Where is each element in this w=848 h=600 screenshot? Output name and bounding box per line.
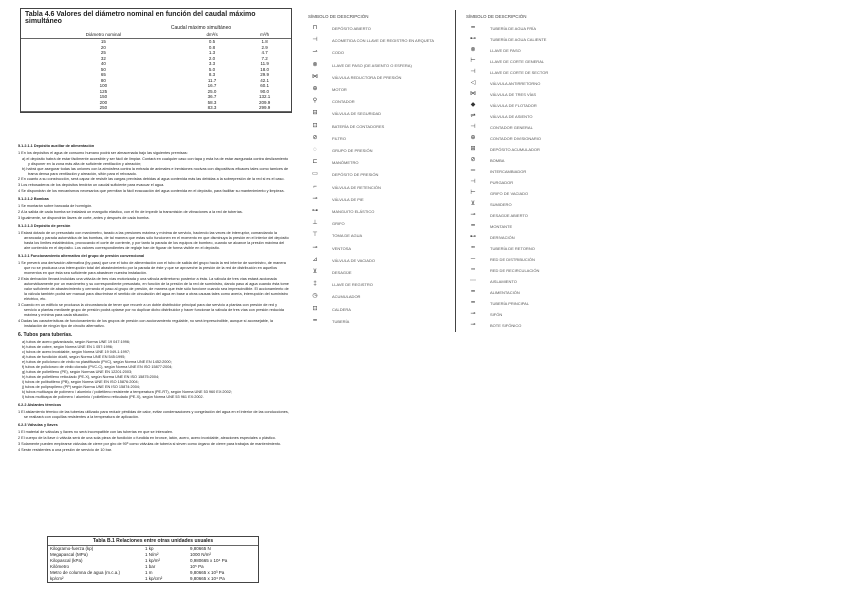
symbol-row [308, 207, 448, 216]
table-cell: 58.3 [207, 99, 217, 105]
table-cell: 0,980665 x 10⁴ Pa [190, 558, 228, 563]
table-4-6-subheader: Caudal máximo simultáneo [170, 25, 232, 31]
symbol-label: VÁLVULA DE SEGURIDAD [332, 111, 382, 117]
symbol-row [466, 310, 606, 319]
paragraph: 2 A la salida de cada bomba se instalará un manguito elástico, con el fin de impedir la transmisión de vibraciones a la red de tuberías. [18, 210, 243, 214]
symbol-icon: ━ [471, 25, 475, 31]
symbol-row [466, 299, 606, 308]
list-item: j) tubos de polipropileno (PP) según Norma UNE EN ISO 15874:2004; [22, 385, 140, 389]
table-cell: 10⁵ Pa [190, 564, 204, 569]
symbol-row [466, 57, 606, 66]
table-cell: 2.9 [261, 44, 268, 50]
table-cell: 60.1 [260, 83, 270, 88]
symbol-row [308, 256, 448, 265]
symbol-icon: ⊸ [470, 311, 476, 317]
paragraph: 2 En cuanto a su construcción, será capaz de resistir las cargas previstas debidas al agua contenida más las debidas a la sobrepresión de la red si es el caso. [18, 177, 285, 181]
table-cell: 1 m [145, 570, 153, 575]
symbol-icon: ⊣ [312, 37, 318, 44]
table-cell: 1000 N/m² [190, 552, 212, 557]
symbol-row [466, 255, 606, 264]
symbol-label: VÁLVULA REDUCTORA DE PRESIÓN [332, 74, 402, 80]
symbol-row [466, 24, 606, 33]
symbol-label: CONTADOR DIVISIONARIO [490, 136, 542, 141]
table-cell: 25.0 [207, 88, 217, 94]
symbol-label: CONTADOR GENERAL [490, 125, 533, 130]
symbol-row [308, 109, 448, 118]
symbol-label: TUBERÍA DE RETORNO [490, 246, 535, 251]
table-cell: 20 [100, 44, 106, 50]
symbol-label: VÁLVULA DE RETENCIÓN [332, 184, 381, 190]
table-cell: 0.8 [208, 44, 216, 50]
symbol-icon: ⌐ [313, 183, 317, 190]
symbol-icon: ⊤ [312, 232, 318, 239]
symbol-row [308, 268, 448, 277]
table-cell: 9,80665 x 10⁴ Pa [190, 576, 225, 581]
symbol-icon: ⊻ [470, 201, 476, 207]
symbol-icon: ⊿ [312, 256, 318, 263]
table-4-6 [20, 8, 292, 113]
symbol-icon: ⊢ [470, 190, 476, 196]
list-item: a) tubos de acero galvanizado, según Norma UNE 19 047:1996; [22, 340, 131, 344]
list-item: f) tubos de policloruro de vinilo clorado (PVC-C), según Norma UNE EN ISO 15877:2004; [22, 365, 173, 369]
symbol-label: MOTOR [332, 87, 347, 92]
symbol-label: GRUPO DE PRESIÓN [332, 148, 373, 153]
symbol-row [308, 219, 448, 228]
symbol-label: TOMA DE AGUA [332, 233, 363, 239]
list-item: b) tubos de cobre, según Norma UNE EN 1 057:1996; [22, 345, 113, 349]
table-cell: 1 kp/cm² [145, 576, 163, 581]
table-row [21, 105, 291, 111]
symbol-row [466, 156, 606, 165]
symbol-row [466, 288, 606, 297]
symbol-row [466, 68, 606, 77]
symbol-icon: ⚲ [312, 98, 318, 105]
paragraph: 3 Los rebosaderos de los depósitos tendrán un caudal suficiente para evacuar el agua. [18, 183, 165, 187]
table-cell: 15 [100, 39, 106, 44]
symbol-label: TUBERÍA [332, 318, 350, 324]
table-cell: 36.7 [207, 94, 217, 99]
table-cell: 65 [100, 72, 106, 77]
table-cell: 125 [99, 88, 108, 94]
symbol-label: VÁLVULA DE VACIADO [332, 257, 375, 263]
symbol-label: ACUMULADOR [332, 294, 361, 300]
symbol-row [466, 200, 606, 209]
table-4-6-col-dm3s: dm³/s [186, 31, 239, 39]
symbol-icon: ◆ [470, 102, 476, 108]
table-cell: 3.3 [208, 61, 216, 66]
symbol-row [308, 158, 448, 167]
table-row [48, 576, 258, 582]
symbol-icon: ⋯ [470, 278, 476, 284]
section-heading: 5.1.2.1 Funcionamiento alternativo del grupo de presión convencional [18, 254, 145, 258]
symbol-label: MANGUITO ELÁSTICO [332, 209, 375, 214]
paragraph: 1 En los depósitos el agua de consumo humano podrá ser almacenada bajo las siguientes premisas: [18, 151, 188, 155]
symbol-icon: ⊥ [312, 220, 318, 227]
table-cell: 2.0 [208, 55, 216, 61]
section-heading: 6.2.2 Aislantes térmicos [18, 403, 62, 407]
document-body [18, 141, 290, 454]
symbol-legend-right-header: SÍMBOLO DE DESCRIPCIÓN [466, 14, 527, 19]
table-cell: 7.2 [261, 55, 268, 61]
symbol-label: CALDERA [332, 306, 351, 312]
table-cell: 11.7 [207, 77, 217, 83]
table-cell: 200 [99, 99, 108, 105]
paragraph: 3 Solamente pueden emplearse válvulas de cierre por giro de 90º como válvulas de tubería si sirven como órgano de cierre para trabajos de mantenimiento. [18, 442, 282, 446]
symbol-icon: ‡ [313, 281, 317, 288]
symbol-row [308, 36, 448, 45]
table-4-6-col-m3h: m³/h [238, 31, 291, 39]
symbol-row [308, 280, 448, 289]
list-item: k) tubos multicapa de polímero / aluminio / polietileno resistente a temperatura (PE-RT), según Norma UNE 53 960 EX:2002; [22, 390, 232, 394]
symbol-icon: ◷ [312, 293, 318, 300]
table-cell: 299.9 [238, 105, 291, 111]
symbol-row [308, 97, 448, 106]
symbol-icon: ⊕ [470, 135, 476, 141]
table-cell: 1 kp/m² [145, 558, 161, 563]
symbol-label: PURGADOR [490, 180, 514, 185]
list-item: d) tubos de fundición dúctil, según Norma UNE EN 545:1995; [22, 355, 126, 359]
table-cell: Megapascal (MPa) [50, 552, 88, 557]
symbol-label: DESAGÜE [332, 270, 352, 275]
list-item: e) tubos de policloruro de vinilo no plastificado (PVC), según Norma UNE EN 1452:2000; [22, 360, 172, 364]
symbol-icon: ⋈ [312, 73, 318, 80]
paragraph: 2 Esta derivación llevará incluidas una válvula de tres vías motorizada y una válvula antirretorno posterior a ésta. La válvula de tres vías estará accionada automáticamente por un manómetro y su correspondiente presostato, en función de la presión de la red de suministro, dando paso al agua cuando ésta tome valor suficiente de abastecimiento y cerrando el paso al grupo de presión, de manera que éste sólo funcione cuando sea imprescindible. El accionamiento de la válvula también podrá ser manual para discriminar el sentido de circulación del agua en base a otras causas tales como avería, interrupción del suministro eléctrico, etc. [18, 277, 289, 301]
symbol-row [466, 244, 606, 253]
pipe-list [18, 340, 290, 400]
table-cell: 40 [100, 61, 106, 66]
symbol-label: DEPÓSITO ABIERTO [332, 26, 371, 31]
table-cell: 50 [100, 66, 106, 72]
table-cell: 29.9 [260, 72, 270, 77]
section-heading: 6.2.3 Válvulas y llaves [18, 423, 58, 427]
symbol-icon: ⊣ [470, 69, 476, 75]
symbol-icon: ⊘ [470, 157, 476, 163]
symbol-label: FILTRO [332, 135, 346, 141]
symbol-icon: ⊷ [470, 234, 476, 240]
table-cell: 9,80665 x 10³ Pa [190, 570, 225, 575]
paragraph: 3 Cuando en un edificio se produzca la circunstancia de tener que recurrir a un doble distribuidor principal para dar servicio a plantas con presión de red y servicio a plantas mediante grupo de presión podrá optarse por no duplicar dicho distribuidor y hacer funcionar la válvula de tres vías con presión reducida máxima y mínima para cada situación. [18, 303, 285, 317]
chapter-heading: 6. Tubos para tuberías. [18, 332, 73, 338]
symbol-label: LLAVE DE PASO [490, 48, 521, 53]
table-cell: 132.1 [259, 94, 271, 99]
symbol-label: GRIFO DE VACIADO [490, 191, 529, 196]
symbol-icon: ▭ [312, 171, 318, 178]
symbol-icon: ━ [313, 317, 317, 324]
section-heading: 5.1.2.1.1 Depósito auxiliar de alimentación [18, 144, 95, 148]
table-cell: 32 [100, 55, 106, 61]
table-b-1 [47, 536, 259, 583]
table-cell: 209.9 [259, 99, 271, 105]
symbol-label: TUBERÍA DE AGUA FRÍA [490, 26, 537, 31]
table-4-6-title: Tabla 4.6 Valores del diámetro nominal en función del caudal máximo simultáneo [25, 11, 256, 25]
table-cell: 100 [99, 83, 108, 88]
symbol-icon: ⊗ [470, 47, 476, 53]
paragraph: 1 El material de válvulas y llaves no será incompatible con las tuberías en que se intercalen. [18, 430, 174, 434]
symbol-label: MANÓMETRO [332, 160, 359, 166]
table-cell: 18.0 [260, 66, 270, 72]
symbol-row [308, 134, 448, 143]
symbol-label: TUBERÍA PRINCIPAL [490, 301, 530, 306]
table-cell: 1.8 [261, 39, 268, 44]
symbol-icon: ◁ [470, 80, 476, 86]
paragraph: 1 Se montarán sobre bancada de hormigón. [18, 204, 93, 208]
symbol-label: DEPÓSITO ACUMULADOR [490, 147, 540, 152]
section-heading: 5.1.2.1.3 Depósito de presión [18, 224, 71, 228]
paragraph: a) el depósito habrá de estar fácilmente accesible y ser fácil de limpiar. Contará en cualquier caso con tapa y esta ha de estar asegurada contra deslizamiento y disponer en la zona más alta de suficiente ventilación y aireación; [22, 157, 289, 166]
symbol-row [308, 61, 448, 70]
symbol-label: VÁLVULA ANTIRRETORNO [490, 81, 541, 86]
symbol-icon: ═ [470, 168, 476, 174]
symbol-icon: ⊗ [312, 61, 318, 68]
symbol-row [466, 123, 606, 132]
table-cell: 1 kp [145, 546, 154, 551]
symbol-label: DESAGÜE ABIERTO [490, 213, 528, 218]
table-cell: 250 [21, 105, 186, 111]
symbol-row [308, 48, 448, 57]
paragraph: 4 Se dispondrán de los mecanismos necesarios que permitan la fácil evacuación del agua contenida en el depósito, para facilitar su mantenimiento y limpieza. [18, 189, 285, 193]
symbol-icon: ⊸ [470, 322, 476, 328]
table-b-1-body [48, 546, 258, 582]
symbol-label: CODO [332, 50, 344, 56]
symbol-row [308, 122, 448, 131]
symbol-icon: ⊏ [312, 159, 318, 166]
symbol-label: GRIFO [332, 221, 345, 227]
table-cell: Kilopascal (kPa) [50, 558, 83, 563]
symbol-icon: ╍ [471, 245, 475, 251]
symbol-row [466, 277, 606, 286]
table-cell: 11.9 [260, 61, 269, 66]
symbol-row [466, 90, 606, 99]
symbol-label: SUMIDERO [490, 202, 512, 207]
symbol-icon: ⇌ [470, 113, 476, 119]
table-cell: 1 bar [145, 564, 156, 569]
symbol-icon: ⊡ [312, 305, 318, 312]
symbol-row [308, 73, 448, 82]
symbol-row [308, 146, 448, 155]
symbol-label: RED DE RECIRCULACIÓN [490, 268, 540, 273]
symbol-row [466, 321, 606, 330]
paragraph: 1 El aislamiento térmico de las tuberías utilizado para reducir pérdidas de calor, evitar condensaciones y congelación del agua en el interior de las conducciones, se realizará con coquillas resistentes a la temperatura de aplicación. [18, 410, 289, 419]
symbol-row [466, 211, 606, 220]
paragraph: 1 Se preverá una derivación alternativa (by-pass) que une el tubo de alimentación con el tubo de salida del grupo hacia la red interior de suministro, de manera que no se produzca una interrupción total del abastecimiento por la parada de éste y que se aproveche la presión de la red de distribución en aquellos momentos en que ésta sea suficiente para abastecer nuestra instalación. [18, 261, 286, 275]
symbol-label: ALIMENTACIÓN [490, 290, 520, 295]
symbol-row [466, 79, 606, 88]
symbol-label: MONTANTE [490, 224, 513, 229]
symbol-icon: ⇀ [312, 49, 318, 56]
symbol-label: VÁLVULA DE FLOTADOR [490, 103, 537, 108]
paragraph: 4 Dadas las características de funcionamiento de los grupos de presión con accionamiento regulable, no será imprescindible, aunque sí aconsejable, la instalación de ningún tipo de circuito alternativo. [18, 319, 273, 328]
table-cell: 4.7 [261, 50, 268, 55]
symbol-icon: ┅ [471, 267, 475, 273]
symbol-label: BATERÍA DE CONTADORES [332, 123, 385, 129]
table-cell: 8.3 [208, 72, 216, 77]
symbol-row [466, 266, 606, 275]
table-cell: 150 [99, 94, 108, 99]
table-cell: 16.7 [207, 83, 217, 88]
table-cell: 0.5 [208, 39, 216, 44]
table-4-6-body [21, 39, 291, 112]
symbol-icon: ━ [471, 300, 475, 306]
section-heading: 5.1.2.1.2 Bombas [18, 197, 49, 201]
symbol-row [308, 195, 448, 204]
symbol-label: ACOMETIDA CON LLAVE DE REGISTRO EN ARQUETA [332, 38, 435, 44]
list-item: i) tubos de polibutileno (PB), según Norma UNE EN ISO 15876:2004; [22, 380, 139, 384]
symbol-row [466, 178, 606, 187]
table-cell: kp/cm² [50, 576, 64, 581]
table-cell: 1.3 [208, 50, 216, 55]
symbol-icon: ⊓ [312, 25, 318, 31]
symbol-label: BOTE SIFÓNICO [490, 323, 522, 328]
symbol-row [466, 167, 606, 176]
symbol-label: TUBERÍA DE AGUA CALIENTE [490, 37, 547, 42]
symbol-row [308, 85, 448, 94]
symbol-label: VÁLVULA DE ASIENTO [490, 114, 533, 119]
symbol-legend-left [308, 14, 448, 334]
symbol-row [466, 233, 606, 242]
symbol-row [466, 101, 606, 110]
paragraph: 1 Estará dotado de un presostato con manómetro, tarado a las presiones máxima y mínima de servicio, haciendo las veces de interruptor, comandando la arrancada y parada automática de las bombas, de tal manera que estas sólo funcionen en el momento en que disminuya la presión en el interior del depósito hasta los límites establecidos, provocando el corte de corriente, y por tanto la parada de los equipos de bombeo, cuando se alcance la presión máxima del aire contenido en el depósito. Los valores correspondientes de reglaje han de figurar de forma visible en el depósito. [18, 231, 289, 250]
symbol-icon: ⊸ [312, 195, 318, 202]
symbol-icon: ◌ [313, 147, 317, 153]
symbol-label: VÁLVULA DE TRES VÍAS [490, 92, 537, 97]
symbol-label: AISLAMIENTO [490, 279, 517, 284]
table-cell: 42.1 [260, 77, 270, 83]
table-cell: 83.3 [186, 105, 239, 111]
symbol-icon: ⊸ [470, 212, 476, 218]
symbol-icon: ⊷ [470, 36, 476, 42]
symbol-icon: ⊡ [312, 122, 318, 129]
table-cell: 5.0 [208, 66, 216, 72]
symbol-icon: ━ [471, 223, 475, 229]
symbol-row [308, 305, 448, 314]
paragraph: 3 Igualmente, se dispondrán llaves de corte, antes y después de cada bomba. [18, 216, 150, 220]
symbol-icon: ⊢ [470, 58, 476, 64]
symbol-icon: ⊞ [470, 146, 476, 152]
symbol-label: DEPÓSITO DE PRESIÓN [332, 172, 379, 178]
symbol-row [466, 222, 606, 231]
symbol-icon: ⊶ [312, 208, 318, 214]
symbol-icon: ⊻ [312, 269, 318, 275]
symbol-legend-left-header: SÍMBOLO DE DESCRIPCIÓN [308, 14, 369, 19]
symbol-icon: ─ [470, 256, 476, 262]
symbol-icon: ⊣ [470, 124, 476, 130]
symbol-row [308, 292, 448, 301]
symbol-label: BOMBA [490, 158, 505, 163]
symbol-row [466, 134, 606, 143]
symbol-label: LLAVE DE CORTE GENERAL [490, 59, 545, 64]
table-4-6-grid [21, 31, 291, 112]
symbol-label: SIFÓN [490, 312, 503, 317]
symbol-row [466, 112, 606, 121]
symbol-row [308, 244, 448, 253]
symbol-icon: ⊕ [312, 86, 318, 92]
symbol-icon: ⊸ [312, 244, 318, 251]
symbol-row [308, 170, 448, 179]
list-item: c) tubos de acero inoxidable, según Norma UNE 19 049-1:1997; [22, 350, 131, 354]
paragraph: 4 Serán resistentes a una presión de servicio de 10 bar. [18, 448, 112, 452]
paragraph: 2 El cuerpo de la llave ó válvula será de una sola pieza de fundición o fundida en bronce, latón, acero, acero inoxidable, aleaciones especiales o plástico. [18, 436, 276, 440]
table-cell: 1 N/m² [145, 552, 159, 557]
symbol-legend-right [466, 14, 606, 334]
symbol-row [308, 183, 448, 192]
symbol-icon: ⊟ [312, 110, 318, 117]
symbol-label: CONTADOR [332, 99, 355, 105]
table-4-6-col-diameter: Diámetro nominal [21, 31, 186, 39]
table-cell: 25 [100, 50, 106, 55]
symbol-label: LLAVE DE PASO (DE ASIENTO O ESFERA) [332, 62, 412, 68]
symbol-icon: ⊘ [312, 134, 318, 141]
symbol-label: LLAVE DE CORTE DE SECTOR [490, 70, 549, 75]
symbol-row [308, 24, 448, 33]
table-cell: Kilogramo-fuerza (kp) [50, 546, 94, 551]
symbol-icon: ⊣ [470, 179, 476, 185]
table-cell: 9,80665 N [190, 546, 211, 551]
table-cell: 90.0 [260, 88, 270, 94]
symbol-label: DERIVACIÓN [490, 235, 515, 240]
symbol-icon: ━ [471, 289, 475, 295]
table-b-1-title: Tabla B.1 Relaciones entre otras unidades usuales [48, 537, 258, 546]
list-item: g) tubos de polietileno (PE), según Normas UNE EN 12201:2003; [22, 370, 133, 374]
symbol-row [466, 189, 606, 198]
symbol-row [466, 145, 606, 154]
symbol-row [308, 317, 448, 326]
symbol-label: RED DE DISTRIBUCIÓN [490, 257, 535, 262]
column-divider [455, 10, 456, 332]
symbol-icon: ⋈ [470, 91, 476, 97]
paragraph: b) habrá que asegurar todas las uniones con la atmósfera contra la entrada de animales e inmisiones nocivas con dispositivos eficaces tales como tamices de trama densa para ventilación y aireación, sifón para el rebosado. [22, 167, 289, 176]
list-item: l) tubos multicapa de polímero / aluminio / polietileno reticulado (PE-X), según Norma UNE 53 961 EX:2002. [22, 395, 204, 399]
symbol-row [466, 35, 606, 44]
list-item: h) tubos de polietileno reticulado (PE-X), según Norma UNE EN ISO 15875:2004; [22, 375, 160, 379]
symbol-label: INTERCAMBIADOR [490, 169, 527, 174]
table-cell: 80 [100, 77, 106, 83]
symbol-label: LLAVE DE REGISTRO [332, 282, 373, 288]
table-cell: Metro de columna de agua (m.c.a.) [50, 570, 121, 575]
table-cell: Kilómetro [50, 564, 70, 569]
symbol-label: VÁLVULA DE PIE [332, 196, 364, 202]
symbol-row [466, 46, 606, 55]
symbol-label: VENTOSA [332, 245, 352, 251]
symbol-row [308, 231, 448, 240]
